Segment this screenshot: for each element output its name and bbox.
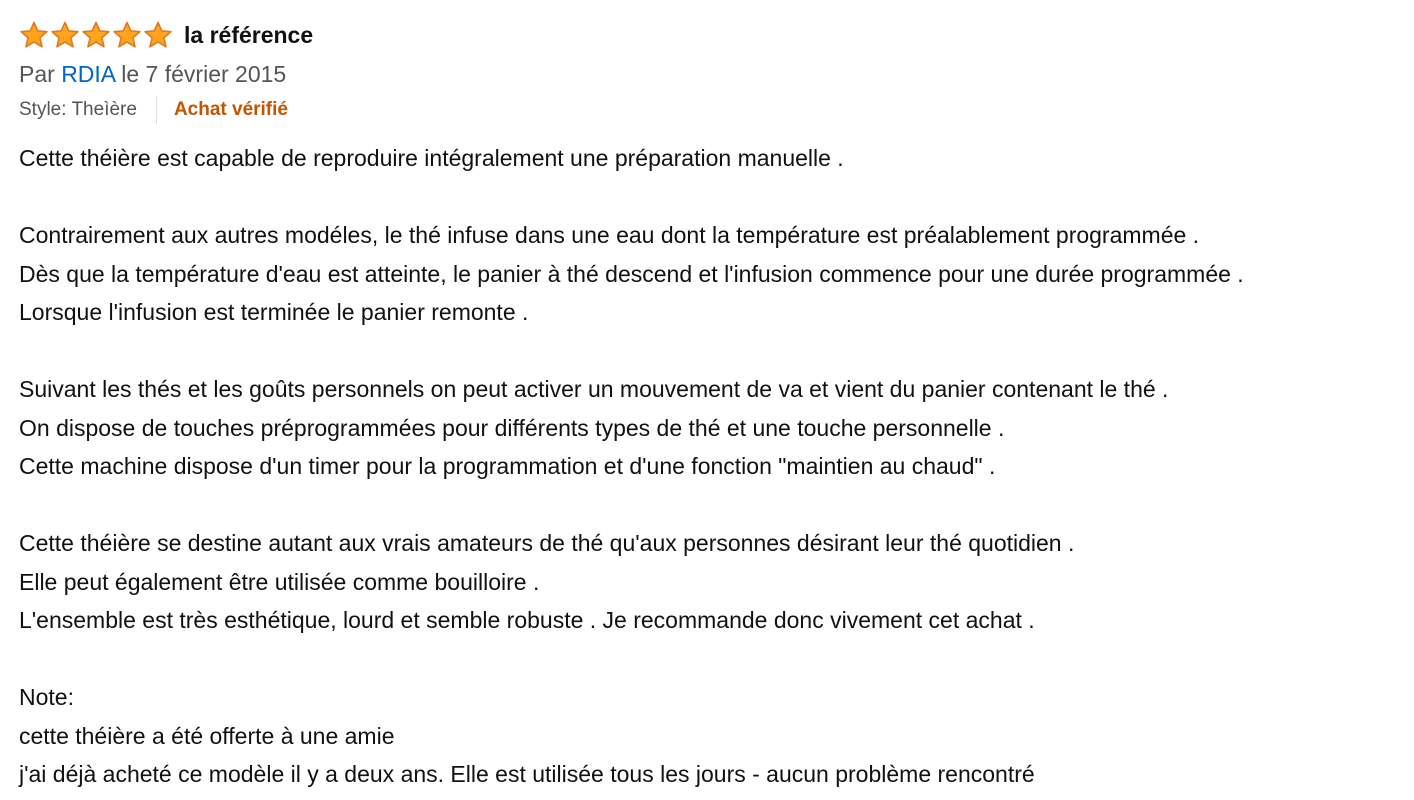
verified-purchase-badge: Achat vérifié <box>173 99 288 120</box>
review-text-line: Elle peut également être utilisée comme bouilloire . <box>19 568 540 595</box>
paragraph-gap <box>19 640 1409 679</box>
star-icon <box>81 21 111 49</box>
review-title[interactable]: la référence <box>184 22 314 48</box>
star-icon <box>112 21 142 49</box>
review-text-line: Suivant les thés et les goûts personnels on peut activer un mouvement de va et vient du panier contenant le thé . <box>19 376 1169 402</box>
star-icon <box>143 21 173 49</box>
review-text-line: cette théière a été offerte à une amie <box>19 722 395 749</box>
meta-divider <box>156 96 157 124</box>
review-text-line: j'ai déjà acheté ce modèle il y a deux ans. Elle est utilisée tous les jours - aucun problème rencontré <box>19 761 1035 787</box>
review-title-row <box>19 18 1409 52</box>
byline-prefix: Par <box>19 61 55 87</box>
paragraph-gap <box>19 332 1409 371</box>
review-text-line: L'ensemble est très esthétique, lourd et semble robuste . Je recommande donc vivement cet achat . <box>19 607 1035 633</box>
review-text-line: Lorsque l'infusion est terminée le panier remonte . <box>19 299 529 325</box>
review-text-line: Cette machine dispose d'un timer pour la programmation et d'une fonction "maintien au chaud" . <box>19 453 996 479</box>
product-style[interactable]: Style: Theìère <box>19 99 137 120</box>
star-rating[interactable] <box>19 21 174 49</box>
review-text-line: Cette théière se destine autant aux vrais amateurs de thé qu'aux personnes désirant leur thé quotidien . <box>19 530 1075 556</box>
review-byline <box>19 56 1409 92</box>
review <box>19 18 1409 794</box>
review-text-line: On dispose de touches préprogrammées pour différents types de thé et une touche personnelle . <box>19 414 1005 441</box>
paragraph-gap <box>19 486 1409 525</box>
review-date: le 7 février 2015 <box>121 61 287 87</box>
star-icon <box>50 21 80 49</box>
review-text-line: Dès que la température d'eau est atteinte, le panier à thé descend et l'infusion commence pour une durée programmée . <box>19 260 1244 287</box>
star-icon <box>19 21 49 49</box>
review-text-line: Note: <box>19 684 74 710</box>
review-text-line: Contrairement aux autres modéles, le thé infuse dans une eau dont la température est préalablement programmée . <box>19 222 1200 248</box>
review-text-line: Cette théière est capable de reproduire intégralement une préparation manuelle . <box>19 145 844 171</box>
review-meta <box>19 92 1409 128</box>
author-link[interactable]: RDIA <box>61 61 115 87</box>
paragraph-gap <box>19 178 1409 217</box>
review-body <box>19 139 1409 794</box>
